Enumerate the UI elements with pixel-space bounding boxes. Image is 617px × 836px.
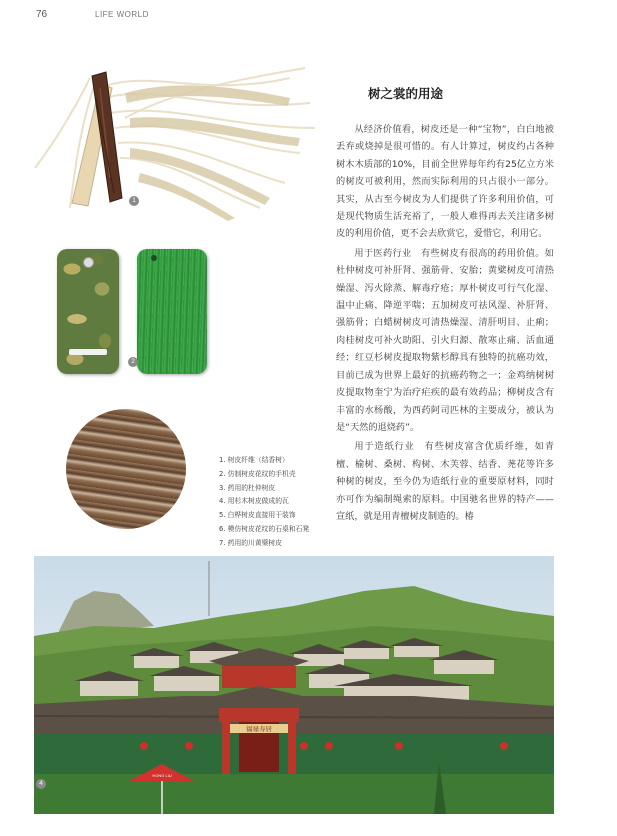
- camo-phone-case: [57, 249, 119, 374]
- gate-plaque-text: 福禄寿居: [246, 725, 272, 733]
- camera-lens-icon: [83, 257, 94, 268]
- caption-2: 2. 仿制树皮花纹的手机壳: [219, 469, 296, 478]
- paragraph-medicine: 用于医药行业 有些树皮有很高的药用价值。如杜仲树皮可补肝肾、强筋骨、安胎；黄檗树皮可清热燥湿、泻火除蒸、解毒疗疮；厚朴树皮可行气化湿、温中止痛、降逆平喘；五加树皮可祛风湿、补肝肾、强筋骨；白蜡树树皮可清热燥湿、清肝明目、止痢；肉桂树皮可补火助阳、引火归源、散寒止痛、活血通经；红豆杉树皮提取物紫杉醇具有独特的抗癌功效，目前已成为世界上最好的抗癌药物之一；金鸡纳树树皮提取物奎宁为治疗疟疾的最有效药品；柳树皮含有丰富的水杨酸，为西药阿司匹林的主要成分，被认为是“天然的退烧药”。: [336, 247, 554, 433]
- camera-lens-icon: [151, 255, 157, 261]
- photo-marker-2: 2: [128, 357, 138, 367]
- photo-marker-1: 1: [129, 196, 139, 206]
- caption-5: 5. 白桦树皮直接用于装饰: [219, 511, 296, 520]
- caption-3: 3. 药用的杜仲树皮: [219, 483, 276, 492]
- photo-marker-4: 4: [36, 779, 46, 789]
- hedge: [34, 774, 554, 814]
- paragraph-papermaking: 用于造纸行业 有些树皮富含优质纤维，如青檀、榆树、桑树、构树、木芙蓉、结香、荛花等许多种树的树皮，至今仍为造纸行业的重要原材料，同时亦可作为编制绳索的原料。中国驰名世界的特产——宣纸，就是用青檀树皮制造的。椿: [336, 441, 554, 522]
- photo-captions: [219, 454, 309, 551]
- caption-6: 6. 模仿树皮花纹的石桌和石凳: [219, 524, 310, 533]
- paragraph-economic-value: 从经济价值看，树皮还是一种“宝物”，白白地被丢弃或烧掉是很可惜的。有人计算过，树皮约占各种树木木质部的10%，目前全世界每年约有25亿立方米的树皮可被利用，然而实际利用的只占很小一部分。其实，从古至今树皮为人们提供了许多利用价值，可是现代物质生活充裕了，一般人难得再去关注诸多树皮的利用价值，更不会去欣赏它，爱惜它，利用它。: [336, 124, 554, 240]
- article-body: [336, 121, 554, 525]
- umbrella-text: HONG LIU: [152, 773, 172, 778]
- eucommia-bark-photo: [66, 409, 186, 529]
- phone-slot: [69, 349, 107, 355]
- green-bark-phone-case: [137, 249, 207, 374]
- caption-4: 4. 用杉木树皮做成的瓦: [219, 497, 289, 506]
- running-head: LIFE WORLD: [95, 10, 149, 19]
- article-title: 树之裳的用途: [368, 86, 444, 101]
- page-number: 76: [36, 9, 48, 20]
- bark-fiber-photo: [30, 58, 320, 223]
- caption-7: 7. 药用的川黄檗树皮: [219, 538, 283, 547]
- caption-1: 1. 树皮纤维（结香树）: [219, 456, 289, 464]
- bark-roof-village-photo: [34, 556, 554, 814]
